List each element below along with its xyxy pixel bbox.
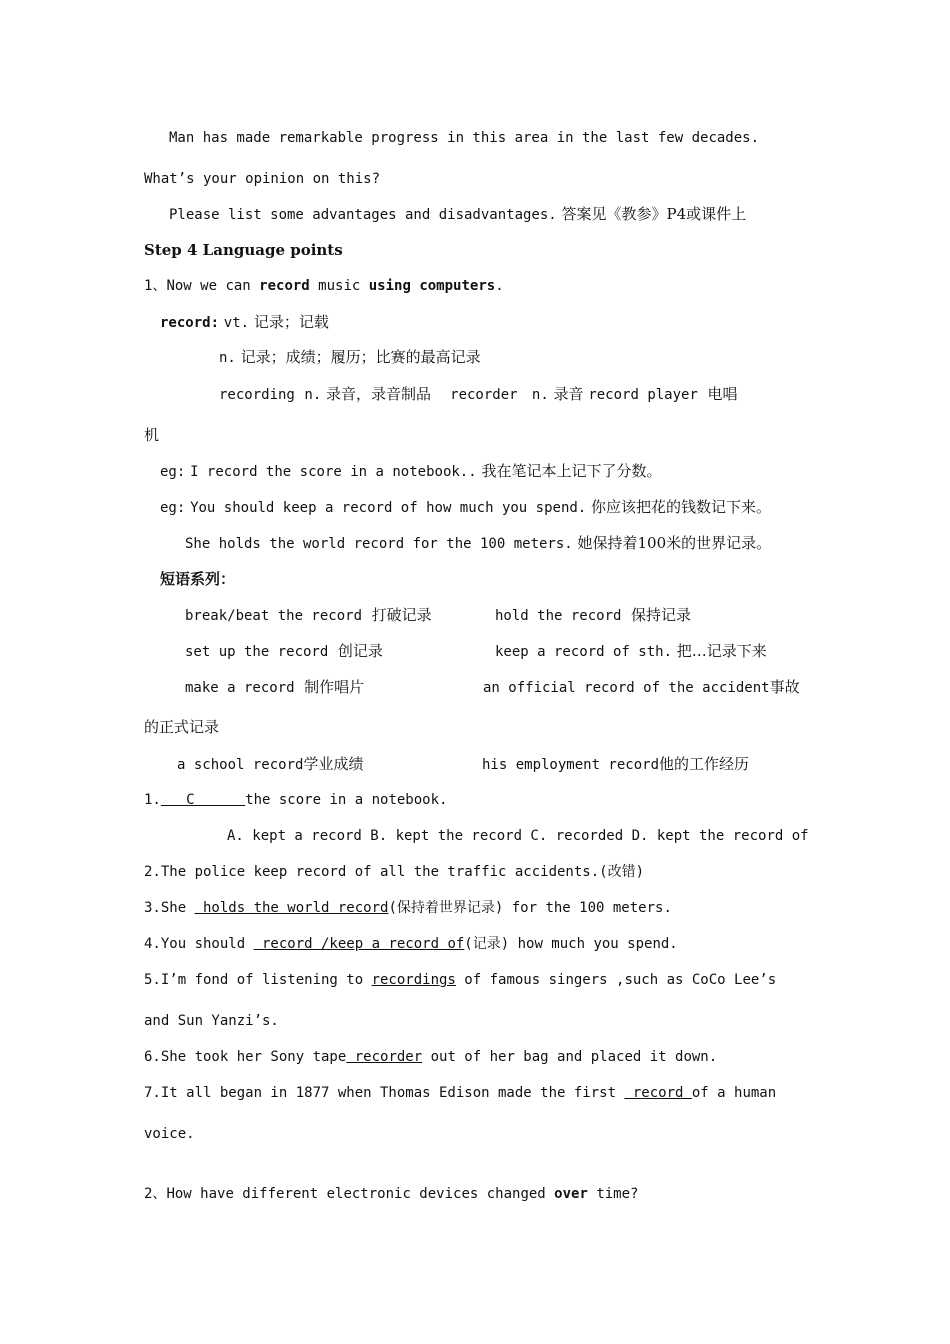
exercise-1-answer: C <box>160 792 246 808</box>
exercise-7-text-a: 7.It all began in 1877 when Thomas Edison made the first <box>144 1085 625 1101</box>
phrase-7 <box>177 754 363 775</box>
example-1-zh: 我在笔记本上记下了分数。 <box>481 462 662 480</box>
phrase-1 <box>185 605 432 626</box>
recording-word: recording <box>219 387 295 403</box>
exercise-7 <box>144 1083 776 1103</box>
section-heading: Step 4 Language points <box>144 241 343 259</box>
n-label: n. <box>219 350 236 366</box>
exercise-4-answer: record /keep a record of <box>253 936 465 952</box>
example-2-label: eg: <box>160 500 186 516</box>
phrase-6-zh-a: 事故 <box>769 678 800 696</box>
item-2-text-b: time? <box>587 1186 639 1202</box>
exercise-3 <box>144 898 672 918</box>
example-1-label: eg: <box>160 464 186 480</box>
record-player-word: record player <box>588 387 698 403</box>
exercise-3-answer: holds the world record <box>194 900 389 916</box>
phrase-8-en: his employment record <box>482 757 660 773</box>
item-1-using: using computers <box>368 278 496 294</box>
example-2 <box>160 497 771 518</box>
item-1-text-c: . <box>495 278 504 294</box>
exercise-1-options: A. kept a record B. kept the record C. recorded D. kept the record of <box>227 828 809 844</box>
exercise-4 <box>144 934 678 954</box>
record-player-meaning-a: 电唱 <box>707 385 738 403</box>
phrase-5-en: make a record <box>185 680 295 696</box>
phrase-2 <box>495 605 691 626</box>
intro-line-3 <box>169 204 746 225</box>
phrase-1-en: break/beat the record <box>185 608 363 624</box>
record-def-n <box>219 347 481 368</box>
intro-line-3-zh: 答案见《教参》P4或课件上 <box>561 205 747 223</box>
phrase-2-zh: 保持记录 <box>630 606 691 624</box>
example-1 <box>160 461 661 482</box>
recorder-word: recorder <box>450 387 518 403</box>
exercise-5-continued: and Sun Yanzi’s. <box>144 1013 279 1029</box>
phrase-1-zh: 打破记录 <box>371 606 432 624</box>
exercise-6 <box>144 1047 717 1067</box>
recording-meaning: 录音，录音制品 <box>326 385 432 403</box>
phrase-6-zh-b: 的正式记录 <box>144 718 220 736</box>
phrase-6 <box>483 677 800 698</box>
recorder-meaning: 录音 <box>553 385 584 403</box>
phrase-3 <box>185 641 383 662</box>
vt-meaning: 记录；记载 <box>253 313 329 331</box>
exercise-7-continued: voice. <box>144 1126 195 1142</box>
example-2-zh: 你应该把花的钱数记下来。 <box>591 498 772 516</box>
phrase-3-en: set up the record <box>185 644 329 660</box>
record-def-vt <box>160 312 329 333</box>
recorder-pos: n. <box>531 387 549 403</box>
phrase-8 <box>482 754 749 775</box>
phrase-4 <box>495 641 767 662</box>
exercise-6-text-b: out of her bag and placed it down. <box>422 1049 718 1065</box>
record-player-meaning-b: 机 <box>144 426 160 444</box>
example-3 <box>185 533 771 554</box>
exercise-5-text-b: of famous singers ,such as CoCo Lee’s <box>455 972 777 988</box>
item-1-number: 1、 <box>144 278 167 294</box>
phrase-7-zh: 学业成绩 <box>303 755 364 773</box>
recording-pos: n. <box>304 387 322 403</box>
item-2-over: over <box>554 1186 588 1202</box>
exercise-5 <box>144 970 776 990</box>
exercise-5-text-a: 5.I’m fond of listening to <box>144 972 372 988</box>
record-word: record: <box>160 315 220 331</box>
phrase-3-zh: 创记录 <box>337 642 383 660</box>
phrases-title: 短语系列： <box>160 570 236 588</box>
item-1-record: record <box>259 278 310 294</box>
item-1-text-b: music <box>309 278 369 294</box>
item-1-text-a: Now we can <box>166 278 260 294</box>
phrase-8-zh: 他的工作经历 <box>659 755 750 773</box>
example-3-zh: 她保持着100米的世界记录。 <box>577 534 772 552</box>
phrase-2-en: hold the record <box>495 608 622 624</box>
n-meaning: 记录；成绩；履历；比赛的最高记录 <box>240 348 481 366</box>
exercise-1-text: the score in a notebook. <box>245 792 448 808</box>
phrase-4-en: keep a record of sth. <box>495 644 673 660</box>
example-2-en: You should keep a record of how much you spend. <box>190 500 587 516</box>
phrase-5 <box>185 677 364 698</box>
exercise-3-text-a: 3.She <box>144 900 195 916</box>
item-2-text-a: How have different electronic devices changed <box>166 1186 555 1202</box>
intro-line-1: Man has made remarkable progress in this area in the last few decades. <box>169 130 760 146</box>
exercise-7-text-b: of a human <box>691 1085 777 1101</box>
intro-line-3-en: Please list some advantages and disadvantages. <box>169 207 557 223</box>
vt-label: vt. <box>223 315 250 331</box>
phrase-7-en: a school record <box>177 757 304 773</box>
exercise-5-answer: recordings <box>371 972 456 988</box>
item-1 <box>144 276 504 296</box>
phrase-6-en: an official record of the accident <box>483 680 770 696</box>
intro-line-2: What’s your opinion on this? <box>144 171 381 187</box>
item-2-number: 2、 <box>144 1186 167 1202</box>
exercise-4-text-b: (记录) how much you spend. <box>464 936 678 952</box>
exercise-4-text-a: 4.You should <box>144 936 254 952</box>
exercise-3-text-b: (保持着世界记录) for the 100 meters. <box>388 900 672 916</box>
example-3-en: She holds the world record for the 100 meters. <box>185 536 573 552</box>
exercise-7-answer: record <box>624 1085 692 1101</box>
phrase-4-zh: 把…记录下来 <box>676 642 767 660</box>
record-derivatives <box>219 384 737 405</box>
phrase-5-zh: 制作唱片 <box>304 678 365 696</box>
exercise-2: 2.The police keep record of all the traffic accidents.(改错) <box>144 864 645 880</box>
exercise-6-answer: recorder <box>346 1049 423 1065</box>
exercise-6-text-a: 6.She took her Sony tape <box>144 1049 347 1065</box>
exercise-1 <box>144 790 447 810</box>
exercise-1-number: 1. <box>144 792 161 808</box>
example-1-en: I record the score in a notebook.. <box>190 464 477 480</box>
item-2 <box>144 1184 638 1204</box>
